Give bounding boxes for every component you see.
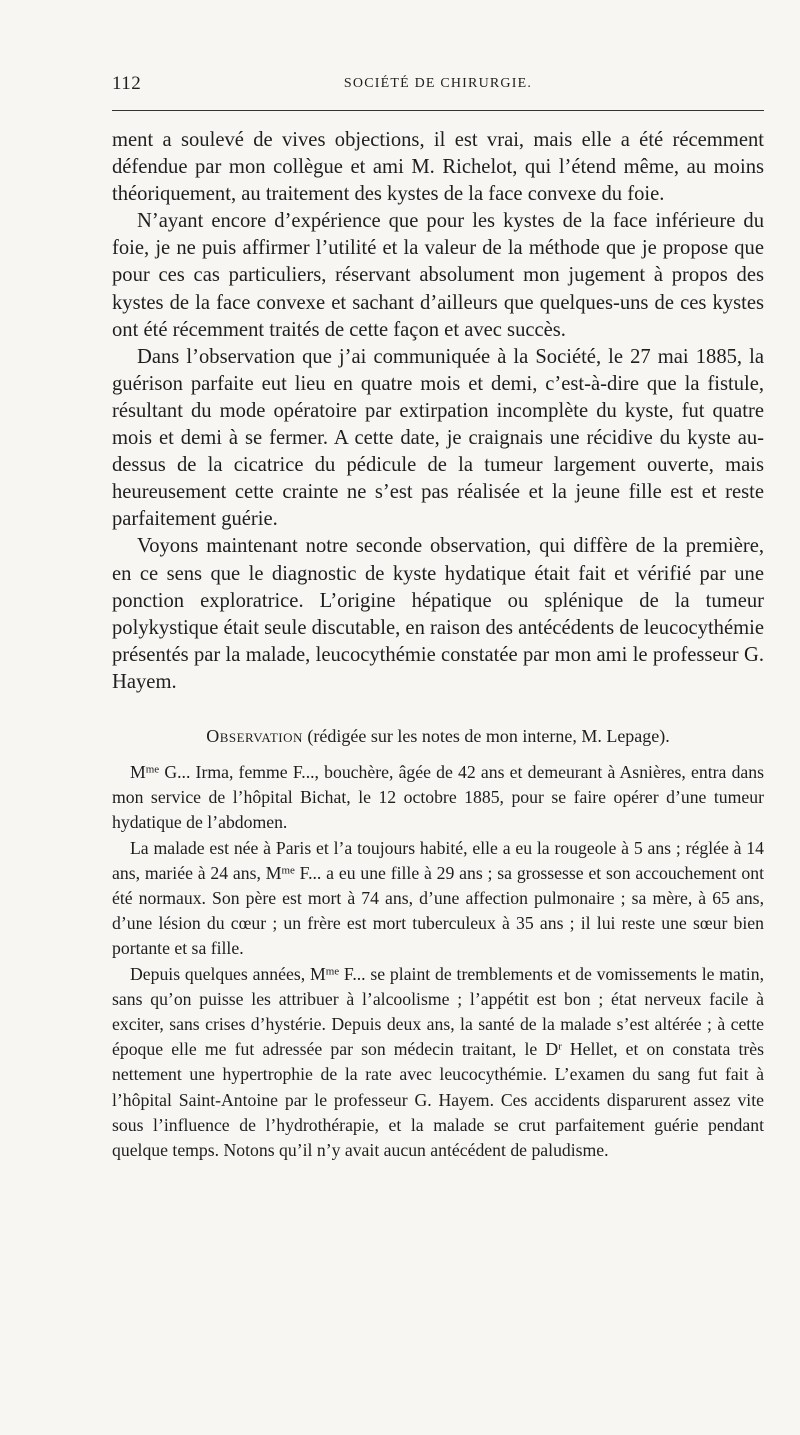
- running-title: SOCIÉTÉ DE CHIRURGIE.: [343, 76, 533, 91]
- text-run: M: [130, 761, 146, 782]
- observation-label: Observation: [206, 725, 303, 746]
- observation-heading-rest: (rédigée sur les notes de mon interne, M. Lepage).: [302, 725, 670, 746]
- text-run: Hellet, et on constata très nettement une hypertrophie de la rate avec leucocythémie. L’examen du sang fut fait à l’hôpital Saint-Antoine par le professeur G. Hayem. Ces accidents disparurent assez vite sous l’influence de l’hydrothérapie, et la malade se crut parfaitement guérie pendant quelque temps. Notons qu’il n’y avait aucun antécédent de paludisme.: [112, 1039, 764, 1161]
- observation-heading: [112, 724, 764, 748]
- observation-patient-paragraph: [112, 760, 764, 836]
- page-header: [112, 73, 764, 97]
- header-rule: [112, 110, 764, 111]
- text-run: F... se plaint de tremblements et de vomissements le matin, sans qu’on puisse les attribuer à l’alcoolisme ; l’appétit est bon ; état nerveux facile à exciter, sans crises d’hystérie. Depuis deux ans, la santé de la malade s’est altérée ; à cette époque elle me fut adressée par son médecin traitant, le D: [112, 963, 764, 1060]
- paragraph-second-observation: Voyons maintenant notre seconde observation, qui diffère de la première, en ce sens que le diagnostic de kyste hydatique était fait et vérifié par une ponction exploratrice. L’origine hépatique ou splénique de la tumeur polykystique était seule discutable, en raison des antécédents de leucocythémie présentés par la malade, leucocythémie constatée par mon ami le professeur G. Hayem.: [112, 535, 764, 693]
- superscript: r: [558, 1040, 562, 1053]
- text-run: La malade est née à Paris et l’a toujours habité, elle a eu la rougeole à 5 ans ; réglée à 14 ans, mariée à 24 ans, M: [112, 837, 764, 883]
- text-run: G... Irma, femme F..., bouchère, âgée de 42 ans et demeurant à Asnières, entra dans mon service de l’hôpital Bichat, le 12 octobre 1885, pour se faire opérer d’une tumeur hydatique de l’abdomen.: [112, 761, 764, 833]
- page-number: 112: [112, 73, 142, 94]
- body-text: [112, 127, 764, 1163]
- observation-history-paragraph: [112, 836, 764, 962]
- superscript: me: [281, 864, 295, 877]
- superscript: me: [325, 965, 340, 978]
- observation-symptoms-paragraph: [112, 962, 764, 1164]
- text-run: F... a eu une fille à 29 ans ; sa grossesse et son accouchement ont été normaux. Son père est mort à 74 ans, d’une affection pulmonaire ; sa mère, à 65 ans, d’une lésion du cœur ; un frère est mort tuberculeux à 35 ans ; il lui reste une sœur bien portante et sa fille.: [112, 862, 764, 959]
- paragraph-experience: N’ayant encore d’expérience que pour les kystes de la face inférieure du foie, je ne puis affirmer l’utilité et la valeur de la méthode que je propose que pour ces cas particuliers, réservant absolument mon jugement à propos des kystes de la face convexe et sachant d’ailleurs que quelques-uns de ces kystes ont été récemment traités de cette façon et avec succès.: [112, 210, 764, 341]
- paragraph-first-observation: Dans l’observation que j’ai communiquée à la Société, le 27 mai 1885, la guérison parfaite eut lieu en quatre mois et demi, c’est-à-dire que la fistule, résultant du mode opératoire par extirpation incomplète du kyste, fut quatre mois et demi à se fermer. A cette date, je craignais une récidive du kyste au-dessus de la cicatrice du pédicule de la tumeur largement ouverte, mais heureusement cette crainte ne s’est pas réalisée et la jeune fille est et reste parfaitement guérie.: [112, 345, 764, 531]
- superscript: me: [145, 763, 160, 776]
- paragraph-continuation: ment a soulevé de vives objections, il est vrai, mais elle a été récemment défendue par mon collègue et ami M. Richelot, qui l’étend même, au moins théoriquement, au traitement des kystes de la face convexe du foie.: [112, 129, 764, 206]
- text-run: Depuis quelques années, M: [130, 963, 326, 984]
